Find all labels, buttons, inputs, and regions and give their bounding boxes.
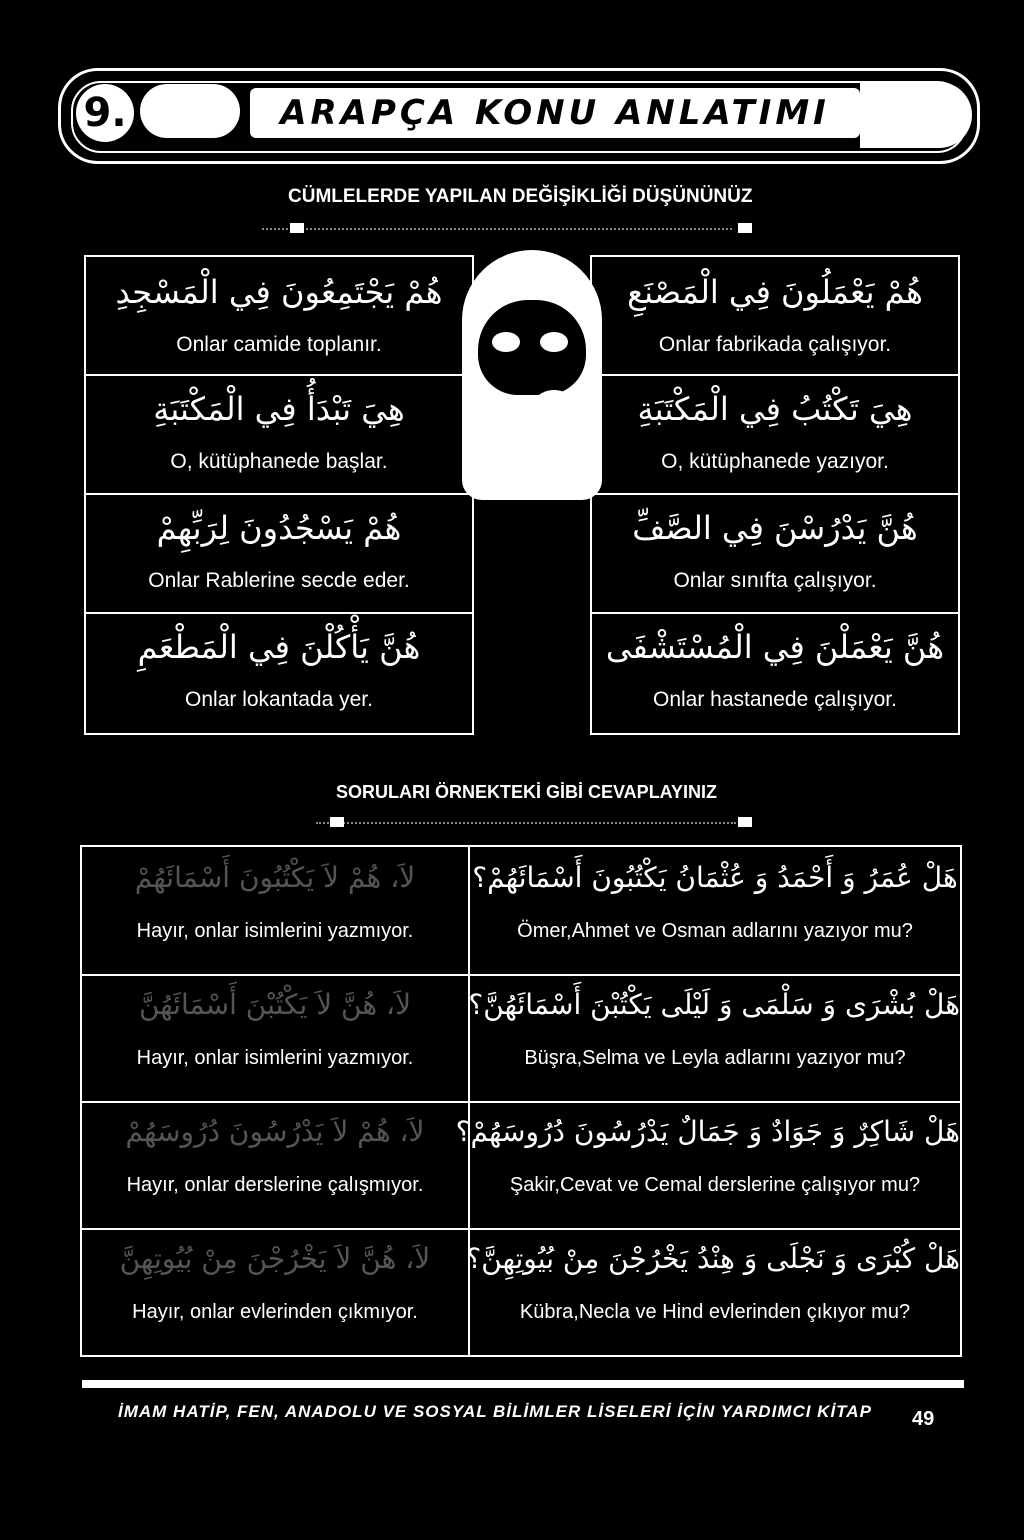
left-row-2-translation: O, kütüphanede başlar. <box>170 450 388 473</box>
section2-dotted-rule <box>316 822 736 826</box>
question-3-arabic: هَلْ شَاكِرٌ وَ جَوَادٌ وَ جَمَالٌ يَدْرُسُونَ دُرُوسَهُمْ؟ <box>455 1115 960 1148</box>
exercise-row-3 <box>82 1101 960 1230</box>
right-row-2-translation: O, kütüphanede yazıyor. <box>661 450 889 473</box>
question-cell-4 <box>466 1228 960 1355</box>
left-row-4-arabic: هُنَّ يَأْكُلْنَ فِي الْمَطْعَمِ <box>137 628 421 666</box>
rule-marker-left <box>290 223 304 233</box>
answer-3-translation: Hayır, onlar derslerine çalışmıyor. <box>126 1174 424 1196</box>
page-number: 49 <box>912 1408 935 1430</box>
exercise-row-2 <box>82 974 960 1103</box>
right-row-2 <box>592 376 958 495</box>
question-cell-1 <box>470 847 960 974</box>
left-row-1 <box>86 257 472 376</box>
exercise-grid <box>80 845 962 1357</box>
question-4-translation: Kübra,Necla ve Hind evlerinden çıkıyor mu? <box>519 1301 911 1323</box>
question-cell-3 <box>455 1101 960 1228</box>
rule-marker-right <box>738 223 752 233</box>
right-row-1-arabic: هُمْ يَعْمَلُونَ فِي الْمَصْنَعِ <box>627 273 923 311</box>
right-row-1-translation: Onlar fabrikada çalışıyor. <box>658 333 892 356</box>
footer-caption: İMAM HATİP, FEN, ANADOLU VE SOSYAL BİLİMLER LİSELERİ İÇİN YARDIMCI KİTAP <box>118 1402 872 1421</box>
right-sentence-grid <box>590 255 960 735</box>
answer-3-arabic: لاَ، هُمْ لاَ يَدْرُسُونَ دُرُوسَهُمْ <box>125 1115 425 1148</box>
girl-eye-right <box>540 332 568 352</box>
left-row-2 <box>86 376 472 495</box>
right-row-1 <box>592 257 958 376</box>
right-row-3-arabic: هُنَّ يَدْرُسْنَ فِي الصَّفِّ <box>632 509 918 547</box>
question-1-translation: Ömer,Ahmet ve Osman adlarını yazıyor mu? <box>517 920 913 942</box>
exercise-row-4 <box>82 1228 960 1355</box>
rule-marker-right-2 <box>738 817 752 827</box>
section1-title: CÜMLELERDE YAPILAN DEĞİŞİKLİĞİ DÜŞÜNÜNÜZ <box>288 186 753 207</box>
question-2-arabic: هَلْ بُشْرَى وَ سَلْمَى وَ لَيْلَى يَكْتُبْنَ أَسْمَائَهُنَّ؟ <box>468 988 960 1021</box>
girl-eye-left <box>492 332 520 352</box>
question-4-arabic: هَلْ كُبْرَى وَ نَجْلَى وَ هِنْدُ يَخْرُجْنَ مِنْ بُيُوتِهِنَّ؟ <box>466 1242 960 1275</box>
right-row-4 <box>592 614 958 731</box>
answer-cell-4 <box>82 1228 468 1355</box>
left-row-1-translation: Onlar camide toplanır. <box>176 333 382 356</box>
question-1-arabic: هَلْ عُمَرُ وَ أَحْمَدُ وَ عُثْمَانُ يَكْتُبُونَ أَسْمَائَهُمْ؟ <box>472 861 958 894</box>
answer-2-translation: Hayır, onlar isimlerini yazmıyor. <box>136 1047 414 1069</box>
question-2-translation: Büşra,Selma ve Leyla adlarını yazıyor mu? <box>524 1047 906 1069</box>
left-row-4-translation: Onlar lokantada yer. <box>185 688 373 711</box>
answer-4-translation: Hayır, onlar evlerinden çıkmıyor. <box>132 1301 418 1323</box>
right-row-3-translation: Onlar sınıfta çalışıyor. <box>673 569 877 592</box>
right-row-4-translation: Onlar hastanede çalışıyor. <box>653 688 897 711</box>
left-row-3-arabic: هُمْ يَسْجُدُونَ لِرَبِّهِمْ <box>156 509 402 547</box>
right-row-2-arabic: هِيَ تَكْتُبُ فِي الْمَكْتَبَةِ <box>637 390 913 428</box>
question-cell-2 <box>470 974 960 1101</box>
left-row-3-translation: Onlar Rablerine secde eder. <box>148 569 410 592</box>
left-row-2-arabic: هِيَ تَبْدَأُ فِي الْمَكْتَبَةِ <box>153 390 405 428</box>
right-row-4-arabic: هُنَّ يَعْمَلْنَ فِي الْمُسْتَشْفَى <box>605 628 945 666</box>
section1-dotted-rule <box>262 228 732 232</box>
answer-cell-1 <box>82 847 468 974</box>
right-row-3 <box>592 495 958 614</box>
left-row-3 <box>86 495 472 614</box>
banner-title: ARAPÇA KONU ANLATIMI <box>250 88 860 138</box>
girl-hand <box>528 390 580 500</box>
left-row-1-arabic: هُمْ يَجْتَمِعُونَ فِي الْمَسْجِدِ <box>115 273 443 311</box>
decorative-logo <box>140 84 240 138</box>
answer-cell-3 <box>82 1101 468 1228</box>
answer-4-arabic: لاَ، هُنَّ لاَ يَخْرُجْنَ مِنْ بُيُوتِهِنَّ <box>119 1242 431 1275</box>
answer-2-arabic: لاَ، هُنَّ لاَ يَكْتُبْنَ أَسْمَائَهُنَّ <box>138 988 412 1021</box>
unit-number: 9. <box>76 84 134 142</box>
footer-rule <box>82 1380 964 1388</box>
left-sentence-grid <box>84 255 474 735</box>
section2-title: SORULARI ÖRNEKTEKİ GİBİ CEVAPLAYINIZ <box>336 782 718 802</box>
banner-end-cap <box>860 82 972 148</box>
answer-cell-2 <box>82 974 468 1101</box>
question-3-translation: Şakir,Cevat ve Cemal derslerine çalışıyor mu? <box>509 1174 921 1196</box>
exercise-row-1 <box>82 847 960 976</box>
answer-1-translation: Hayır, onlar isimlerini yazmıyor. <box>136 920 414 942</box>
answer-1-arabic: لاَ، هُمْ لاَ يَكْتُبُونَ أَسْمَائَهُمْ <box>134 861 416 894</box>
left-row-4 <box>86 614 472 731</box>
rule-marker-left-2 <box>330 817 344 827</box>
